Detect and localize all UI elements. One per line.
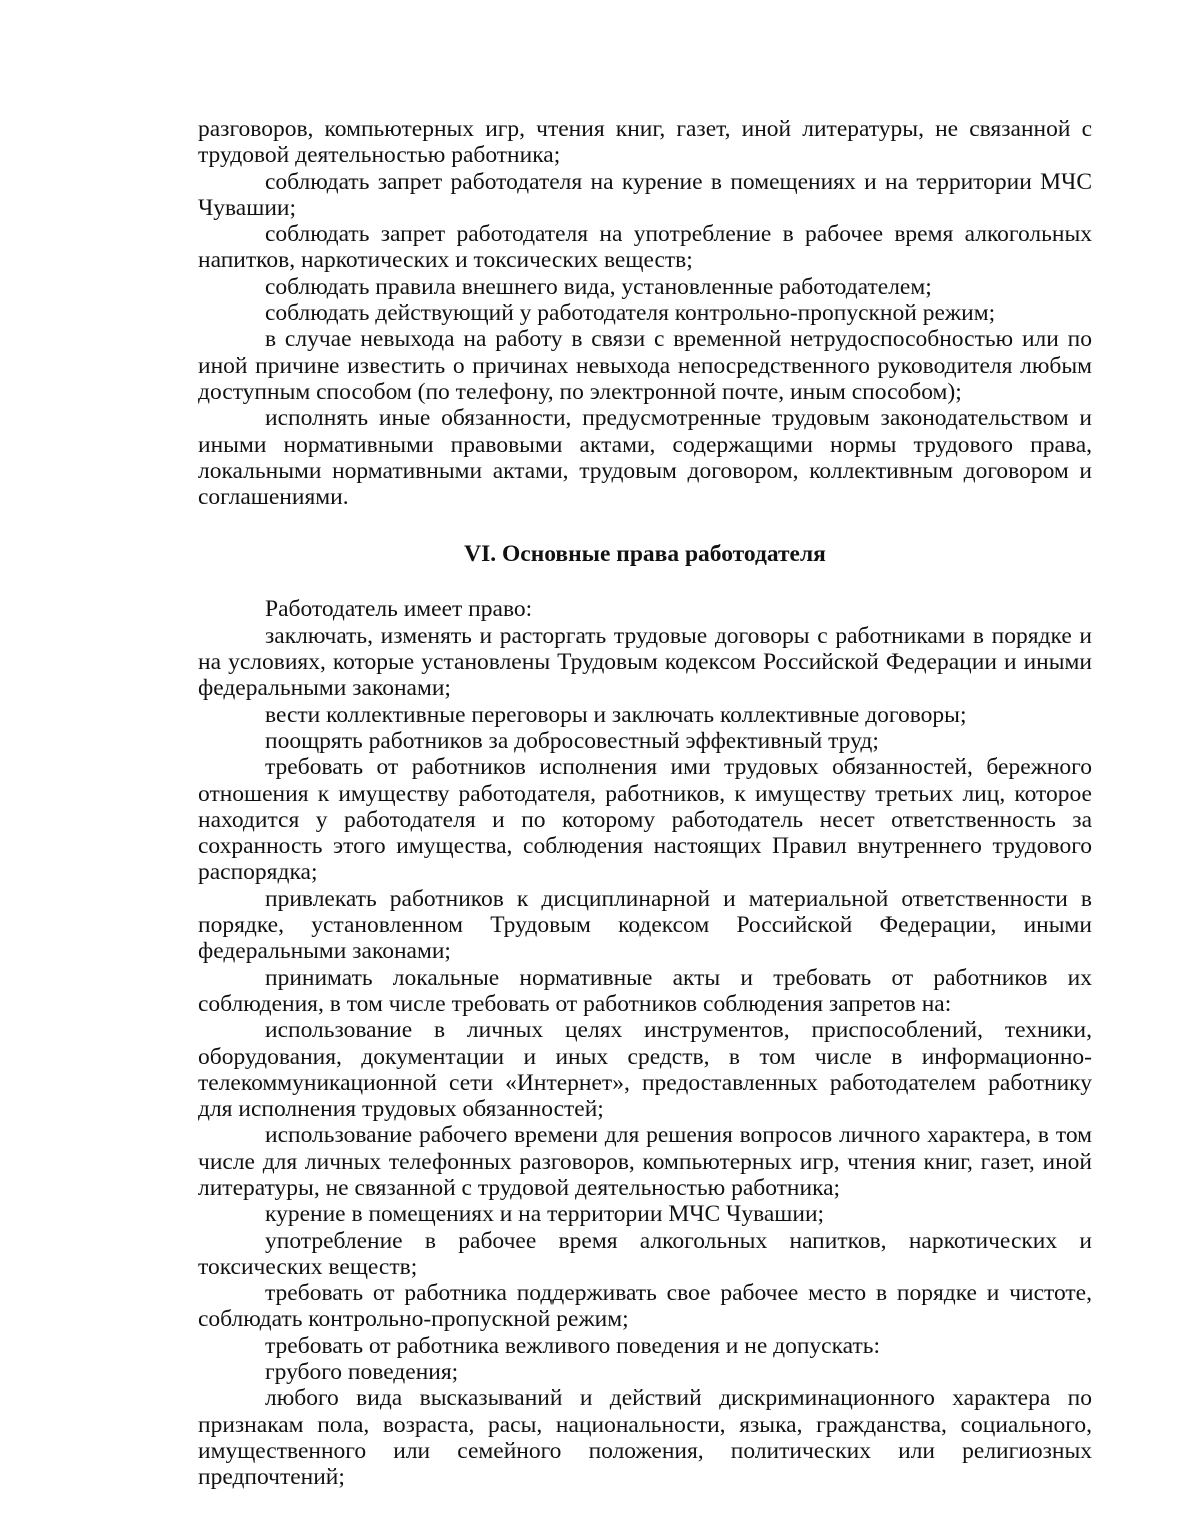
paragraph-other-duties: исполнять иные обязанности, предусмотренные трудовым законодательством и иными нормативными правовыми актами, содержащими нормы трудового права, локальными нормативными актами, трудовым договором, коллективным договором и соглашениями. xyxy=(198,405,1092,511)
paragraph-rude-behavior: грубого поведения; xyxy=(265,1359,459,1386)
paragraph-personal-use-time: использование рабочего времени для решения вопросов личного характера, в том числе для личных телефонных разговоров, компьютерных игр, чтения книг, газет, иной литературы, не связанной с трудовой деятельностью работника; xyxy=(198,1122,1092,1201)
paragraph-discrimination: любого вида высказываний и действий дискриминационного характера по признакам пола, возраста, расы, национальности, языка, гражданства, социального, имущественного или семейного положения, политических или религиозных предпочтений; xyxy=(198,1385,1092,1491)
paragraph-alcohol-ban: соблюдать запрет работодателя на употребление в рабочее время алкогольных напитков, наркотических и токсических веществ; xyxy=(198,221,1092,274)
paragraph-employer-rights-intro: Работодатель имеет право: xyxy=(265,596,533,623)
paragraph-local-acts: принимать локальные нормативные акты и требовать от работников их соблюдения, в том числе требовать от работников соблюдения запретов на: xyxy=(198,964,1092,1017)
paragraph-access-control: соблюдать действующий у работодателя контрольно-пропускной режим; xyxy=(265,300,996,327)
paragraph-continuation: разговоров, компьютерных игр, чтения книг, газет, иной литературы, не связанной с трудовой деятельностью работника; xyxy=(198,116,1092,169)
paragraph-polite-behavior: требовать от работника вежливого поведения и не допускать: xyxy=(265,1332,880,1359)
section-heading: VI. Основные права работодателя xyxy=(464,541,826,568)
paragraph-liability: привлекать работников к дисциплинарной и материальной ответственности в порядке, установленном Трудовым кодексом Российской Федерации, иными федеральными законами; xyxy=(198,885,1092,965)
paragraph-require-duties: требовать от работников исполнения ими трудовых обязанностей, бережного отношения к имуществу работодателя, работников, к имуществу третьих лиц, которое находится у работодателя и по которому работодатель несет ответственность за сохранность этого имущества, соблюдения настоящих Правил внутреннего трудового распорядка; xyxy=(198,754,1092,886)
paragraph-collective-bargaining: вести коллективные переговоры и заключать коллективные договоры; xyxy=(265,701,967,728)
paragraph-absence-notification: в случае невыхода на работу в связи с временной нетрудоспособностью или по иной причине известить о причинах невыхода непосредственного руководителя любым доступным способом (по телефону, по электронной почте, иным способом); xyxy=(198,326,1092,405)
paragraph-encourage-workers: поощрять работников за добросовестный эффективный труд; xyxy=(265,727,879,754)
paragraph-workplace-order: требовать от работника поддерживать свое рабочее место в порядке и чистоте, соблюдать контрольно-пропускной режим; xyxy=(198,1280,1092,1333)
paragraph-smoking: курение в помещениях и на территории МЧС Чувашии; xyxy=(265,1201,825,1228)
paragraph-contracts: заключать, изменять и расторгать трудовые договоры с работниками в порядке и на условиях, которые установлены Трудовым кодексом Российской Федерации и иными федеральными законами; xyxy=(198,622,1092,702)
paragraph-personal-use-tools: использование в личных целях инструментов, приспособлений, техники, оборудования, документации и иных средств, в том числе в информационно-телекоммуникационной сети «Интернет», предоставленных работодателем работнику для исполнения трудовых обязанностей; xyxy=(198,1017,1092,1123)
paragraph-alcohol: употребление в рабочее время алкогольных напитков, наркотических и токсических веществ; xyxy=(198,1227,1092,1280)
paragraph-appearance-rules: соблюдать правила внешнего вида, установленные работодателем; xyxy=(265,273,932,300)
paragraph-smoking-ban: соблюдать запрет работодателя на курение в помещениях и на территории МЧС Чувашии; xyxy=(198,168,1092,221)
document-page xyxy=(198,116,1092,1491)
